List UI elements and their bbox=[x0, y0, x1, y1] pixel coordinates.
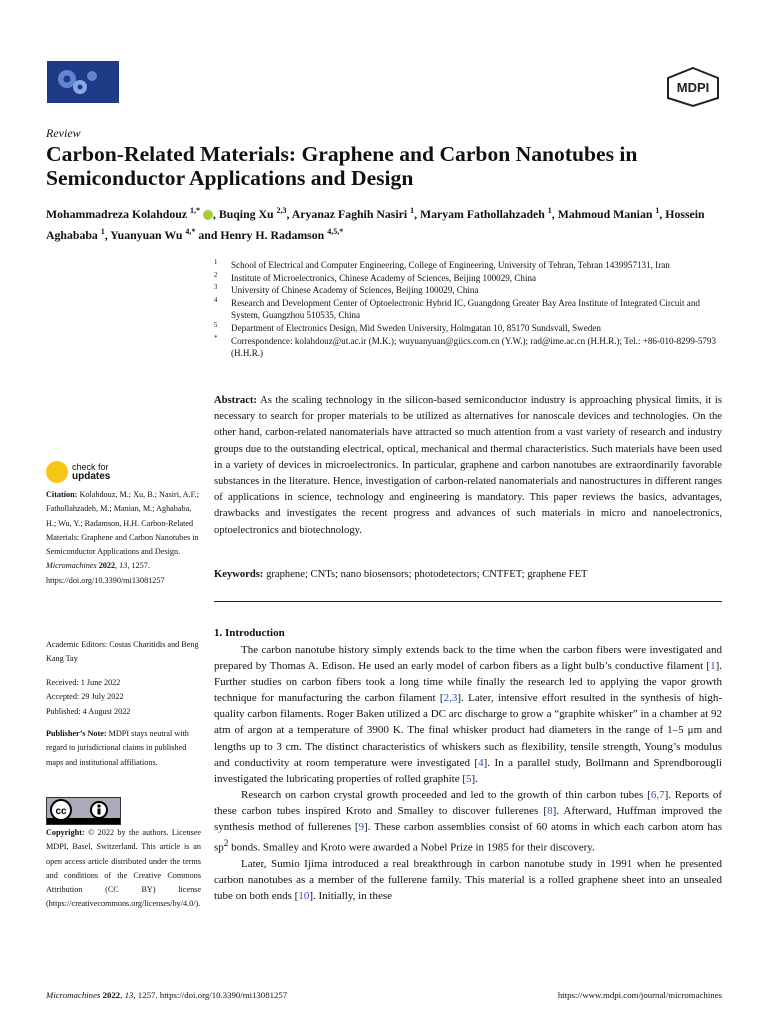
publisher-note-label: Publisher’s Note: bbox=[46, 729, 107, 738]
received-date: Received: 1 June 2022 bbox=[46, 678, 121, 687]
affiliation-number: 1 bbox=[214, 259, 218, 266]
citation-text: Kolahdouz, M.; Xu, B.; Nasiri, A.F.; Fathollahzadeh, M.; Manian, M.; Aghababa, H.; Wu, Y.; Radamson, H.H. Carbon-Related Materials: Graphene and Carbon Nanotubes in Semiconductor Applications and Design. bbox=[46, 490, 199, 557]
affiliations bbox=[214, 259, 724, 360]
citation-link[interactable]: 5 bbox=[466, 772, 472, 785]
affiliation-item bbox=[214, 322, 724, 335]
citation-doi[interactable]: , 1257. https://doi.org/10.3390/mi13081257 bbox=[46, 561, 165, 585]
publisher-note bbox=[46, 727, 201, 770]
paragraph: Research on carbon crystal growth proceeded and led to the growth of thin carbon tubes [6,7]. Reports of these carbon tubes inspired Kroto and Smalley to discover fullerenes [8]. Afterward, Huffman improved the synthesis method of fullerenes [9]. These carbon assemblies consist of 60 atoms in which each carbon atom has $sp^2$ bonds. Smalley and Kroto were awarded a Nobel Prize in 1985 for their discovery. bbox=[214, 788, 723, 854]
author-name: , Aryanaz Faghih Nasiri bbox=[286, 206, 408, 221]
citation-link[interactable]: 10 bbox=[298, 890, 310, 903]
check-updates-icon bbox=[46, 461, 68, 483]
divider bbox=[214, 601, 722, 602]
author-affil-mark: 4,5,* bbox=[327, 226, 344, 236]
copyright-block bbox=[46, 826, 201, 912]
article-type: Review bbox=[46, 126, 81, 140]
citation-link[interactable]: 6,7 bbox=[650, 788, 665, 801]
paragraph: Later, Sumio Ijima introduced a real breakthrough in carbon nanotube study in 1991 when he presented carbon nanotubes as a member of the fullerene family. This material is a rolled graphene sheet into an unsealed tube on both ends [10]. Initially, in these bbox=[214, 857, 722, 903]
author-name: , Mahmoud Manian bbox=[551, 206, 653, 221]
author-affil-mark: 1,* bbox=[189, 206, 200, 215]
author-affil-mark: 4,* bbox=[185, 226, 196, 236]
page-footer bbox=[46, 990, 722, 1000]
author-list bbox=[46, 202, 746, 244]
keywords-label: Keywords: bbox=[214, 569, 264, 580]
dates-block bbox=[46, 676, 201, 719]
author-name: , Yuanyuan Wu bbox=[104, 227, 183, 242]
correspondence bbox=[214, 335, 724, 360]
paragraph: The carbon nanotube history simply extends back to the time when the carbon fibers were investigated and prepared by Thomas A. Edison. He used an early model of carbon fibers as a light bulb’s conductive filament [1]. Further studies on carbon fibers took a long time while finally the research led to applying the vapor growth technique for manufacturing the carbon filament [2,3]. Later, intensive effort resulted in the synthesis of high-quality carbon filaments. Roger Baken utilized a DC arc discharge to grow a “graphite whisker” in a chamber at 92 atm of argon at a temperature of 3900 K. The final whisker product had diameters in the range of 1–5 μm and lengths up to 3 cm. The distinct characteristics of whiskers such as flexibility, tensile strength, Young’s modulus and conductivity at room temperature were investigated [4]. In a parallel study, Bollmann and Sprendborougli investigated the lubricating properties of rolled graphite [5]. bbox=[214, 644, 722, 785]
publisher-logo bbox=[664, 66, 722, 108]
author-name: Mohammadreza Kolahdouz bbox=[46, 206, 188, 221]
publisher-note-text: MDPI stays neutral with regard to jurisdictional claims in published maps and institutional affiliations. bbox=[46, 729, 189, 767]
citation-year: 2022 bbox=[98, 561, 116, 571]
author-affil-mark: 1 bbox=[547, 206, 552, 215]
footer-citation: Micromachines 2022, 13, 1257. https://doi.org/10.3390/mi13081257 bbox=[46, 990, 288, 1000]
author-name: , Buqing Xu bbox=[212, 206, 274, 221]
copyright-text: © 2022 by the authors. Licensee MDPI, Basel, Switzerland. This article is an open access article distributed under the terms and conditions of the Creative Commons Attribution (CC BY) license (https://creativecommons.org/licenses/by/4.0/). bbox=[46, 828, 202, 909]
citation-journal: Micromachines bbox=[46, 561, 97, 571]
svg-text:cc: cc bbox=[55, 806, 67, 817]
academic-editors: Academic Editors: Costas Charitidis and Beng Kang Tay bbox=[46, 640, 199, 664]
affiliation-text: Institute of Microelectronics, Chinese Academy of Sciences, Beijing 100029, China bbox=[231, 272, 537, 283]
abstract bbox=[214, 393, 722, 539]
accepted-date: Accepted: 29 July 2022 bbox=[46, 692, 124, 702]
citation-volume: 13 bbox=[119, 561, 128, 571]
affiliation-text: School of Electrical and Computer Engineering, College of Engineering, University of Tehran, Tehran 1439957131, Iran bbox=[231, 260, 670, 270]
affiliation-number: 5 bbox=[214, 321, 218, 329]
author-affil-mark: 1 bbox=[655, 206, 660, 215]
cc-by-license-icon[interactable] bbox=[46, 797, 121, 825]
published-date: Published: 4 August 2022 bbox=[46, 706, 131, 716]
abstract-label: Abstract: bbox=[214, 395, 257, 406]
body-text bbox=[214, 642, 722, 904]
affiliation-item bbox=[214, 297, 724, 322]
affiliation-item bbox=[214, 259, 724, 272]
publisher-logo-text: MDPI bbox=[676, 80, 710, 95]
check-updates-line1: check for bbox=[72, 462, 109, 472]
affiliation-item bbox=[214, 272, 724, 285]
author-affil-mark: 1 bbox=[410, 206, 415, 215]
orcid-icon[interactable] bbox=[203, 210, 213, 220]
check-updates-line2: updates bbox=[72, 471, 111, 482]
affiliation-number: * bbox=[214, 334, 218, 342]
page-title: Carbon-Related Materials: Graphene and Carbon Nanotubes in Semiconductor Applications and Design bbox=[46, 142, 638, 190]
citation-link[interactable]: 9 bbox=[358, 821, 365, 834]
author-name: , Maryam Fathollahzadeh bbox=[414, 206, 545, 221]
journal-logo bbox=[47, 61, 119, 103]
abstract-text: As the scaling technology in the silicon-based semiconductor industry is approaching physical limits, it is necessary to search for proper materials to be utilized as alternatives for nanoscale devices and technologies. On the other hand, carbon-related nanomaterials have attracted so much attention from a vast variety of research and industry groups due to the outstanding electrical, optical, mechanical and thermal characteristics. Such materials have been used in a variety of devices in microelectronics. In particular, graphene and carbon nanotubes are extraordinarily favorable substances in the literature. Hence, investigation of carbon-related nanomaterials and nanostructures in different ranges of applications in science, technology and engineering is mandatory. This paper reviews the basics, advantages, drawbacks and investigates the recent progress and advances of such materials in micro and nanoelectronics, optoelectronics and biotechnology. bbox=[214, 395, 722, 536]
footer-journal-url[interactable]: https://www.mdpi.com/journal/micromachines bbox=[557, 990, 722, 1000]
author-affil-mark: 2,3 bbox=[276, 206, 287, 215]
copyright-label: Copyright: bbox=[46, 828, 85, 837]
citation-block: Citation: Kolahdouz, M.; Xu, B.; Nasiri, A.F.; Fathollahzadeh, M.; Manian, M.; Aghababa, H.; Wu, Y.; Radamson, H.H. Carbon-Related Materials: Graphene and Carbon Nanotubes in Semiconductor Applications and Design. Micromachines 2022, 13, 1257. https://doi.org/10.3390/mi13081257 bbox=[46, 490, 199, 585]
affiliation-text: Research and Development Center of Optoelectronic Hybrid IC, Guangdong Greater Bay Area Institute of Integrated Circuit and System, Guangzhou 510535, China bbox=[231, 297, 700, 321]
citation-label: Citation: bbox=[46, 490, 78, 499]
affiliation-text: Correspondence: kolahdouz@ut.ac.ir (M.K.); wuyuanyuan@giics.com.cn (Y.W.); rad@ime.ac.cn (H.H.R.); Tel.: +86-010-8299-5793 (H.H.R.) bbox=[231, 335, 717, 359]
keywords bbox=[214, 567, 722, 583]
section-heading: 1. Introduction bbox=[214, 627, 285, 639]
affiliation-number: 2 bbox=[214, 271, 218, 279]
affiliation-text: Department of Electronics Design, Mid Sweden University, Holmgatan 10, 85170 Sundsvall, Sweden bbox=[231, 322, 601, 333]
author-name: , Hossein Aghababa bbox=[46, 206, 705, 242]
check-for-updates-button[interactable] bbox=[46, 459, 126, 485]
affiliation-number: 4 bbox=[214, 296, 218, 304]
citation-link[interactable]: 1 bbox=[710, 660, 716, 673]
author-name: and Henry H. Radamson bbox=[195, 227, 325, 242]
affiliation-text: University of Chinese Academy of Sciences, Beijing 100029, China bbox=[231, 285, 479, 296]
affiliation-number: 3 bbox=[214, 284, 218, 292]
author-affil-mark: 1 bbox=[100, 226, 105, 236]
citation-link[interactable]: 8 bbox=[547, 804, 553, 817]
citation-link[interactable]: 4 bbox=[478, 756, 484, 769]
affiliation-item bbox=[214, 284, 724, 297]
keywords-text: graphene; CNTs; nano biosensors; photodetectors; CNTFET; graphene FET bbox=[266, 569, 588, 580]
citation-link[interactable]: 2,3 bbox=[443, 692, 458, 705]
